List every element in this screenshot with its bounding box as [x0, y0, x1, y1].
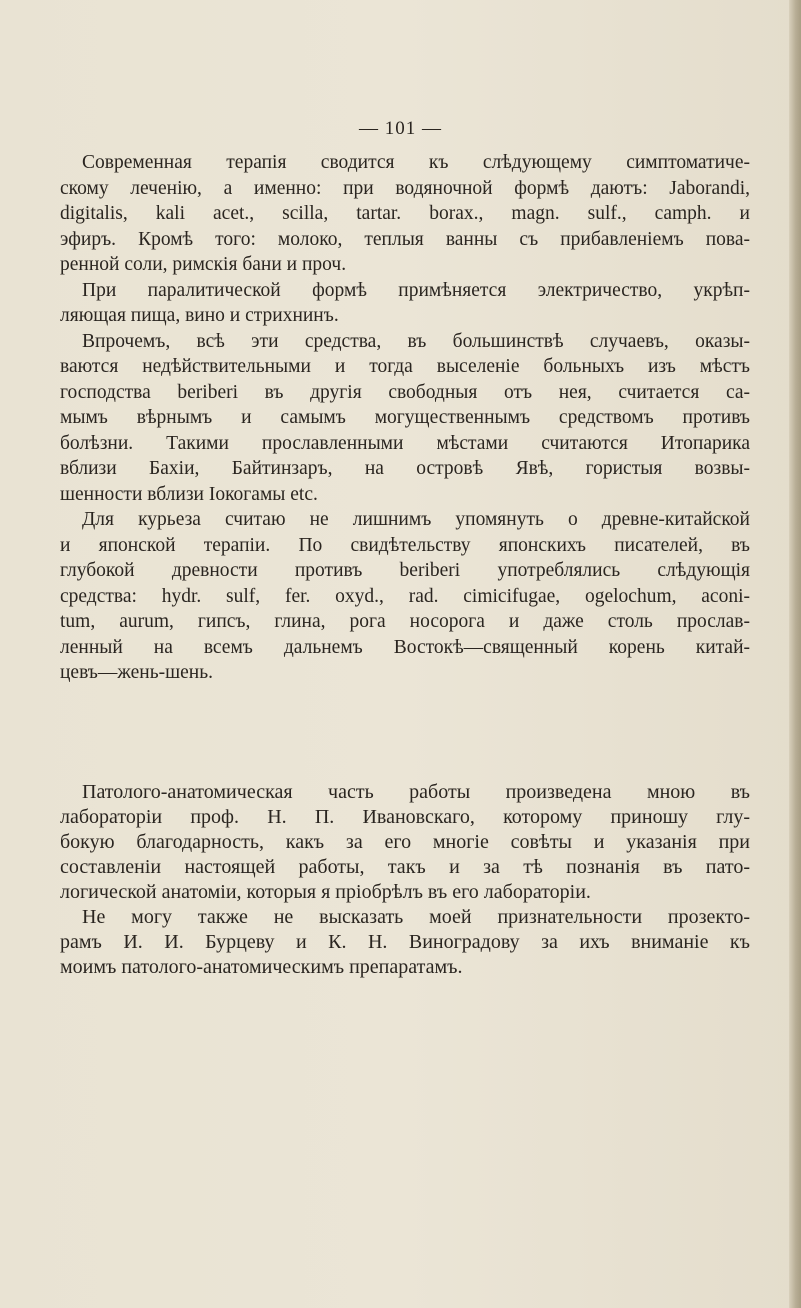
text-line: логической анатоміи, которыя я пріобрѣлъ въ его лабораторіи.: [60, 881, 591, 903]
text-line: скому леченію, а именно: при водяночной формѣ даютъ: Jaborandi,: [60, 177, 750, 199]
text-line: глубокой древности противъ beriberi употреблялись слѣдующія: [60, 560, 750, 581]
text-line: ваются недѣйствительными и тогда выселеніе больныхъ изъ мѣстъ: [60, 356, 750, 377]
text-line: вблизи Бахіи, Байтинзаръ, на островѣ Явѣ, гористыя возвы-: [60, 458, 750, 479]
text-line: digitalis, kali acet., scilla, tartar. borax., magn. sulf., camph. и: [60, 203, 750, 224]
text-line: эфиръ. Кромѣ того: молоко, теплыя ванны съ прибавленіемъ пова-: [60, 228, 750, 250]
text-block-top: [60, 150, 750, 686]
text-line: бокую благодарность, какъ за его многіе совѣты и указанія при: [60, 831, 750, 853]
text-line: Не могу также не высказать моей признательности прозекто-: [82, 906, 750, 928]
text-line: При паралитической формѣ примѣняется электричество, укрѣп-: [82, 279, 750, 301]
text-line: лабораторіи проф. Н. П. Ивановскаго, которому приношу глу-: [60, 806, 750, 828]
text-line: Патолого-анатомическая часть работы произведена мною въ: [82, 781, 750, 803]
text-line: мымъ вѣрнымъ и самымъ могущественнымъ средствомъ противъ: [60, 407, 750, 428]
text-line: ленный на всемъ дальнемъ Востокѣ—священный корень китай-: [60, 636, 750, 658]
text-line: ренной соли, римскія бани и проч.: [60, 254, 347, 275]
text-line: Для курьеза считаю не лишнимъ упомянуть о древне-китайской: [82, 509, 750, 530]
text-line: ляющая пища, вино и стрихнинъ.: [60, 305, 339, 326]
text-line: шенности вблизи Іокогамы etc.: [60, 483, 318, 505]
text-line: рамъ И. И. Бурцеву и К. Н. Виноградову за ихъ вниманіе къ: [60, 931, 750, 953]
text-line: и японской терапіи. По свидѣтельству японскихъ писателей, въ: [60, 534, 750, 556]
text-line: болѣзни. Такими прославленными мѣстами считаются Итопарика: [60, 432, 750, 454]
page-number: — 101 —: [359, 118, 442, 139]
text-line: моимъ патолого-анатомическимъ препаратамъ.: [60, 956, 463, 978]
text-block-bottom: [60, 780, 750, 980]
text-line: составленіи настоящей работы, такъ и за тѣ познанія въ пато-: [60, 856, 750, 878]
text-line: Впрочемъ, всѣ эти средства, въ большинствѣ случаевъ, оказы-: [82, 330, 750, 352]
text-line: цевъ—жень-шень.: [60, 662, 213, 683]
text-line: господства beriberi въ другія свободныя отъ нея, считается са-: [60, 381, 750, 403]
page-edge: [789, 0, 801, 1308]
text-line: Современная терапія сводится къ слѣдующему симптоматиче-: [82, 152, 750, 173]
text-line: средства: hydr. sulf, fer. oxyd., rad. cimicifugae, ogelochum, aconi-: [60, 585, 750, 607]
text-line: tum, aurum, гипсъ, глина, рога носорога и даже столь прослав-: [60, 611, 750, 632]
